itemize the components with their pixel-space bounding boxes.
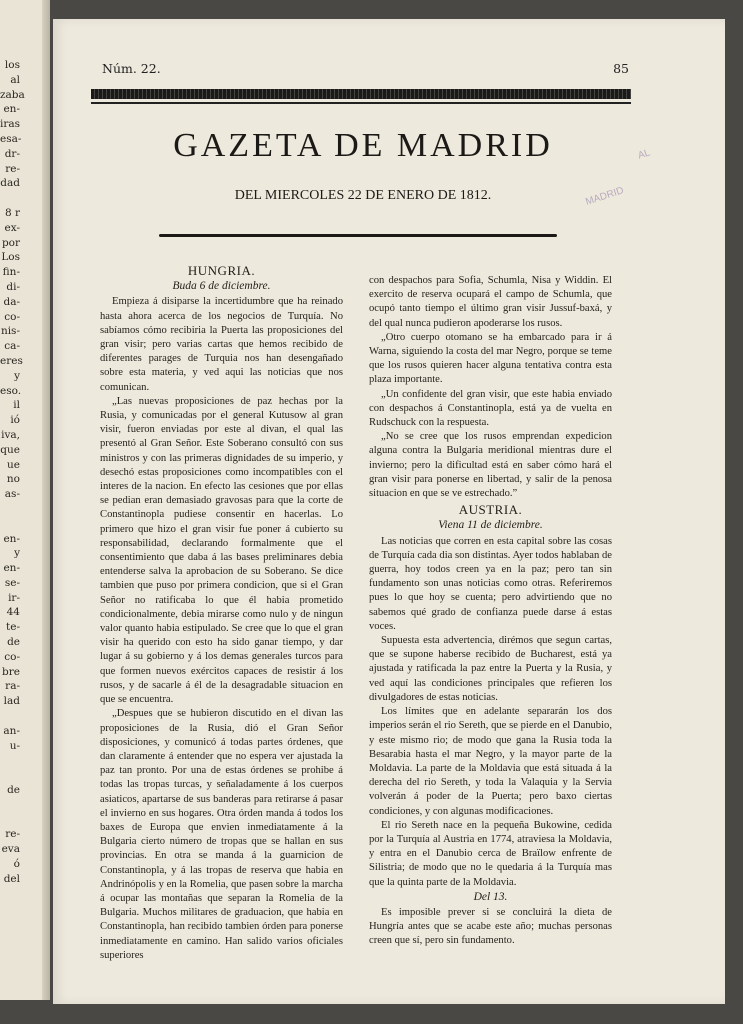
facing-page-fragment: da- — [3, 295, 20, 308]
facing-page-fragment: bre — [2, 665, 20, 678]
issue-date: DEL MIERCOLES 22 DE ENERO DE 1812. — [234, 188, 492, 203]
facing-page-fragment: re- — [5, 162, 20, 175]
paragraph: Las noticias que corren en esta capital sobre las cosas de Turquía cada dia son distintas. Ayer todos hablaban de guerra, hoy todos creen ya en la paz; pero tan sin fundamento son unas noticias como otras. Referiremos pues lo que hoy se cuenta; pero advirtiendo que no sabemos qué grado de confianza puede darse á estas voces. — [369, 535, 612, 632]
facing-page-fragment: de — [7, 784, 20, 797]
facing-page-fragment — [0, 798, 20, 813]
facing-page — [0, 0, 50, 1000]
facing-page-fragment: ex- — [4, 221, 20, 234]
top-ornament-rule — [91, 89, 631, 99]
facing-page-fragment: Los — [1, 251, 20, 264]
facing-page-fragment: nis- — [0, 325, 20, 338]
facing-page-fragment: en- — [3, 562, 20, 575]
facing-page-fragment: il — [13, 399, 20, 412]
facing-page-fragment: co- — [4, 650, 20, 663]
newspaper-page — [53, 19, 725, 1004]
facing-page-fragment: en- — [3, 532, 20, 545]
facing-page-fragment: ió — [10, 414, 20, 427]
section-heading-austria: AUSTRIA. — [458, 502, 523, 518]
facing-page-fragment — [0, 191, 20, 206]
dateline-viena: Viena 11 de diciembre. — [438, 519, 543, 532]
masthead-title: GAZETA DE MADRID — [173, 127, 553, 164]
paragraph: El rio Sereth nace en la pequeña Bukowine, cedida por la Turquía al Austria en 1774, atraviesa la Moldavia, y entra en el Danubio cerca de Braïlow enfrente de Silistria; de modo que no le quedaria á la Turquía mas que la quinta parte de la Moldavia. — [369, 819, 612, 888]
facing-page-fragment: 8 r — [4, 206, 20, 219]
facing-page-fragment: an- — [3, 724, 20, 737]
paragraph: Empieza á disiparse la incertidumbre que ha reinado hasta ahora acerca de los negocios de Turquía. No sabíamos cómo recibiria la Puerta las proposiciones del gran visir; pero varias cartas que hemos recibido de diferentes parages de Turquia nos han desengañado sobre esta materia, y ved aqui las noticias que nos comunican. — [100, 296, 343, 393]
facing-page-fragment: di- — [6, 280, 20, 293]
facing-page-fragment: iva, — [1, 428, 20, 441]
facing-page-fragment: que — [0, 443, 20, 456]
dateline-del-13: Del 13. — [473, 890, 508, 903]
facing-page-fragment: ca- — [4, 340, 20, 353]
header-divider — [159, 234, 557, 237]
paragraph: Es imposible prever si se concluirá la dieta de Hungría antes que se acabe este año; muchas personas creen que sí, pero sin fundamento. — [369, 906, 612, 947]
page-number: 85 — [613, 61, 629, 76]
book-gutter — [42, 0, 50, 1000]
facing-page-fragment — [0, 709, 20, 724]
facing-page-fragment: te- — [6, 621, 20, 634]
facing-page-fragment: los — [4, 59, 20, 71]
facing-page-fragment: se- — [4, 576, 20, 589]
facing-page-fragment: fin- — [2, 266, 20, 279]
facing-page-fragment: co- — [4, 310, 20, 323]
facing-page-fragment: por — [1, 236, 20, 249]
facing-page-fragment — [0, 768, 20, 783]
paragraph: Los límites que en adelante separarán los dos imperios serán el rio Sereth, que se pierde en el Danubio, y este mismo rio; de modo que gana la Rusia toda la Besarabia hasta el mar Negro, y la mayor parte de la Moldavia. La parte de la Moldavia que está situada á la derecha del rio Sereth, y toda la Valaquia y la Servia volverán á poder de la Puerta; pero baxo ciertas condiciones, y con algunas modificaciones. — [369, 706, 612, 817]
paragraph: „No se cree que los rusos emprendan expedicion alguna contra la Bulgaria meridional mientras dure el invierno; pero la dificultad está en saber cómo hará el gran visir para ponerse en libertad, y salir de la penosa situacion en que se ve estrechado.” — [369, 431, 612, 500]
facing-page-fragment: eso. — [0, 384, 22, 397]
facing-page-fragment: y — [14, 547, 20, 560]
top-rule — [91, 102, 631, 104]
paragraph: con despachos para Sofia, Schumla, Nisa y Widdin. El exercito de reserva ocupará el campo de Schumla, que ocupó tanto tiempo el último gran visir Jussuf-baxá, y del qual nunca pudieron apoderarse los rusos. — [369, 275, 612, 329]
facing-page-fragment: al — [10, 73, 20, 86]
facing-page-fragment: dad — [0, 177, 20, 190]
facing-page-fragment: eva — [1, 843, 20, 856]
facing-page-fragment: eres — [0, 354, 23, 367]
facing-page-fragment: no — [6, 473, 20, 486]
facing-page-fragment: del — [3, 872, 20, 885]
library-stamp-top: AL — [636, 147, 652, 162]
facing-page-fragment: ra- — [5, 680, 20, 693]
facing-page-fragment: ó — [13, 858, 20, 871]
facing-page-fragment: ir- — [8, 591, 20, 604]
paragraph: „Otro cuerpo otomano se ha embarcado para ir á Warna, siguiendo la costa del mar Negro, porque se teme que los rusos quieren hacer alguna tentativa contra esta plaza importante. — [369, 331, 612, 386]
facing-page-fragment — [0, 753, 20, 768]
facing-page-fragment: y — [14, 369, 20, 382]
facing-page-fragment: u- — [9, 739, 20, 752]
paragraph: Supuesta esta advertencia, dirémos que segun cartas, que se supone haberse recibido de Bucharest, está ya ajustada y ratificada la paz entre la Puerta y la Rusia, y ved aquí las condiciones principales que refieren los divulgadores de estas noticias. — [369, 635, 612, 703]
column-left — [100, 262, 343, 963]
facing-page-fragment: ue — [7, 458, 20, 471]
facing-page-fragment: esa- — [0, 132, 22, 145]
facing-page-fragment: zaba — [0, 88, 25, 101]
facing-page-fragment: en- — [3, 103, 20, 116]
facing-page-fragment: iras — [0, 118, 21, 131]
facing-page-fragment: lad — [3, 695, 20, 708]
facing-page-fragment — [0, 502, 20, 517]
facing-page-fragment — [0, 813, 20, 828]
facing-page-text — [0, 58, 25, 887]
facing-page-fragment: re- — [5, 828, 20, 841]
facing-page-fragment: as- — [4, 488, 20, 501]
issue-number: Núm. 22. — [102, 61, 161, 76]
paragraph: „Las nuevas proposiciones de paz hechas por la Rusia, y comunicadas por el general Kutusow al gran visir, fueron enviadas por este al divan, el qual las presentó al Gran Señor. Este Soberano consultó con sus ministros y con las primeras dignidades de su imperio, y desechó estas proposiciones como incompatibles con el interes de la nacion. En efecto las cesiones que por ellas se pedian eran demasiado gravosas para que la corte de Constantinopla pudiese consentir en hacerlas. Lo primero que hizo el gran visir fue poner á cubierto su responsabilidad, declarando formalmente que el consentimiento que daba á las bases preliminares debia entenderse salva la aprobacion de su Soberano. Se dice tambien que puso por primera condicion, que si el Gran Señor no ratificaba lo que él habia prometido condicionalmente, debia mirarse como nulo y de ningun valor quanto habia estipulado. Se cree que lo que el gran visir ha querido con esto ha sido ganar tiempo, y dar lugar á su gobierno y á los demas generales turcos para que formen nuevos exércitos capaces de resistir á los rusos, y de sacarle á él de la desagradable situacion en que se encuentra. — [100, 395, 343, 706]
paragraph: „Un confidente del gran visir, que este habia enviado con despachos á Constantinopla, está ya de vuelta en Rudschuck con la respuesta. — [369, 388, 612, 429]
column-right — [369, 274, 612, 949]
facing-page-fragment: 44 — [6, 606, 20, 619]
facing-page-fragment: de — [7, 636, 20, 649]
dateline-buda: Buda 6 de diciembre. — [172, 280, 271, 293]
facing-page-fragment — [0, 517, 20, 532]
section-heading-hungria: HUNGRIA. — [187, 263, 256, 278]
facing-page-fragment: dr- — [4, 147, 20, 160]
library-stamp-bottom: MADRID — [584, 185, 626, 208]
paragraph: „Despues que se hubieron discutido en el divan las proposiciones de la Rusia, dió el Gran Señor disposiciones, y comunicó á todas partes órdenes, que dan claramente á entender que no espera ver ajustada la paz tan pronto. Por una de estas órdenes se prohibe á todas las tropas turcas, y señaladamente á los cuerpos asiaticos, apartarse de sus banderas para retirarse á pasar el invierno en sus hogares. Otra órden manda á todos los baxes de Europa que envien inmediatamente á la Bulgaria cierto número de tropas que se hallan en sus provincias. En otra se manda á la guarnicion de Constantinopla, y á las tropas de reserva que habia en Andrinópolis y en la Romelia, que pasen sobre la marcha á ocupar las montañas que separan la Romelia de la Bulgaria. Muchos militares de graduacion, que habia en Constantinopla, han recibido tambien órden para ponerse inmediatamente en camino. Han salido varios oficiales superiores — [100, 708, 343, 961]
